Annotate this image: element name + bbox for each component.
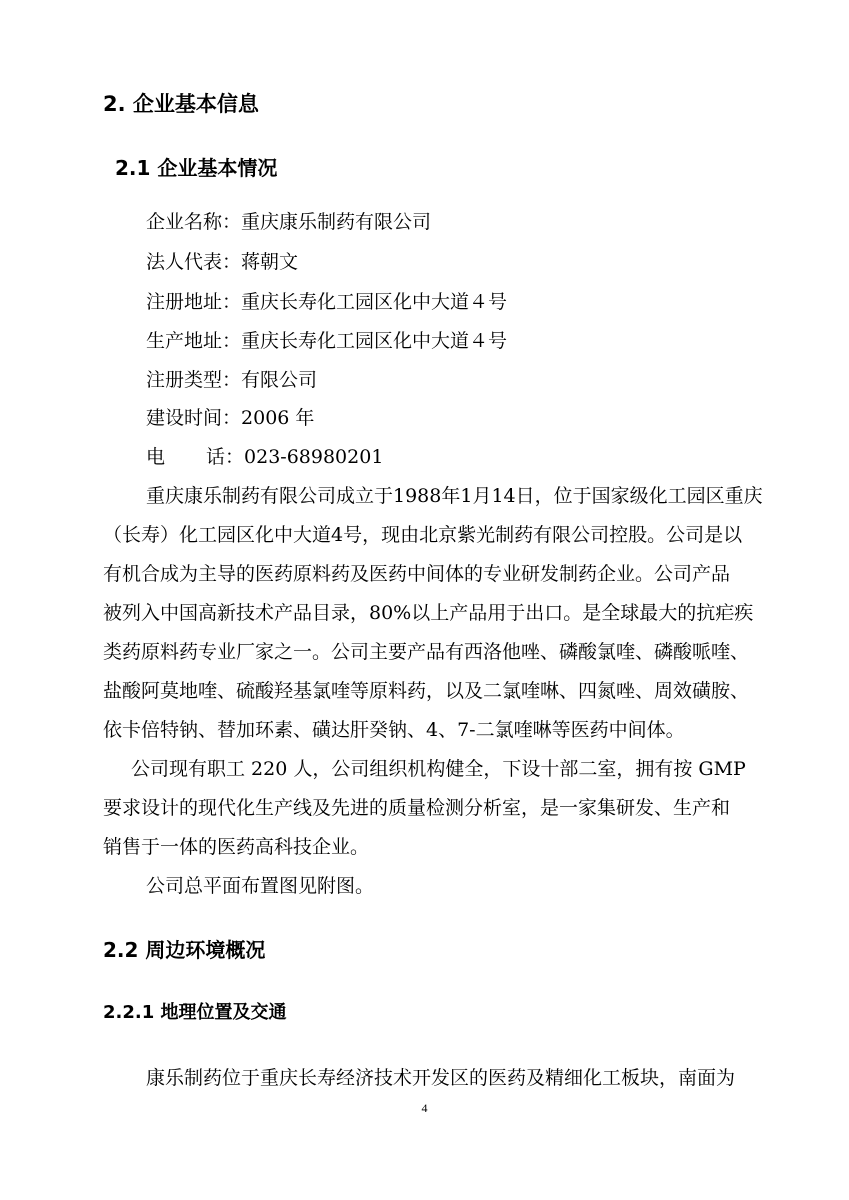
paragraph-line: 类药原料药专业厂家之一。公司主要产品有西洛他唑、磷酸氯喹、磷酸哌喹、 [103,641,750,663]
paragraph-line: 要求设计的现代化生产线及先进的质量检测分析室，是一家集研发、生产和 [103,797,731,819]
field-label-part-b: 话： [206,446,245,468]
field-established [146,403,314,430]
field-value: 蒋朝文 [241,251,299,273]
field-value: 2006 年 [241,407,315,429]
paragraph-line: 康乐制药位于重庆长寿经济技术开发区的医药及精细化工板块，南面为 [146,1067,736,1089]
paragraph-line: 有机合成为主导的医药原料药及医药中间体的专业研发制药企业。公司产品 [103,563,731,585]
subsection-heading-basic-info: 2.1 企业基本情况 [115,156,278,180]
paragraph-line: （长寿）化工园区化中大道4号，现由北京紫光制药有限公司控股。公司是以 [103,524,743,546]
field-value: 023-68980201 [244,446,384,468]
field-label: 企业名称： [146,211,242,233]
paragraph-line: 盐酸阿莫地喹、硫酸羟基氯喹等原料药，以及二氯喹啉、四氮唑、周效磺胺、 [103,680,750,702]
field-company-name [146,207,431,234]
paragraph-line: 依卡倍特钠、替加环素、磺达肝癸钠、4、7-二氯喹啉等医药中间体。 [103,719,685,741]
paragraph-line: 重庆康乐制药有限公司成立于1988年1月14日，位于国家级化工园区重庆 [146,485,763,507]
paragraph-line: 公司总平面布置图见附图。 [146,875,375,897]
field-registered-address [146,287,507,314]
field-registration-type [146,365,317,392]
paragraph-line: 公司现有职工 220 人，公司组织机构健全，下设十部二室，拥有按 GMP [131,758,746,780]
subsubsection-heading-location: 2.2.1 地理位置及交通 [103,1002,287,1023]
field-value: 重庆康乐制药有限公司 [241,211,432,233]
page-number: 4 [421,1101,428,1115]
field-phone [146,442,383,469]
field-legal-rep [146,247,298,274]
field-label: 建设时间： [146,407,242,429]
subsection-heading-surroundings: 2.2 周边环境概况 [103,938,266,962]
section-heading: 2. 企业基本信息 [103,92,259,116]
field-production-address [146,326,507,353]
field-label: 法人代表： [146,251,242,273]
field-label: 生产地址： [146,330,242,352]
field-label: 注册类型： [146,369,242,391]
field-label-part-a: 电 [146,446,166,468]
paragraph-line: 被列入中国高新技术产品目录，80%以上产品用于出口。是全球最大的抗疟疾 [103,602,754,624]
field-value: 重庆长寿化工园区化中大道４号 [241,291,508,313]
paragraph-line: 销售于一体的医药高科技企业。 [103,836,370,858]
field-value: 有限公司 [241,369,318,391]
field-label: 注册地址： [146,291,242,313]
field-value: 重庆长寿化工园区化中大道４号 [241,330,508,352]
